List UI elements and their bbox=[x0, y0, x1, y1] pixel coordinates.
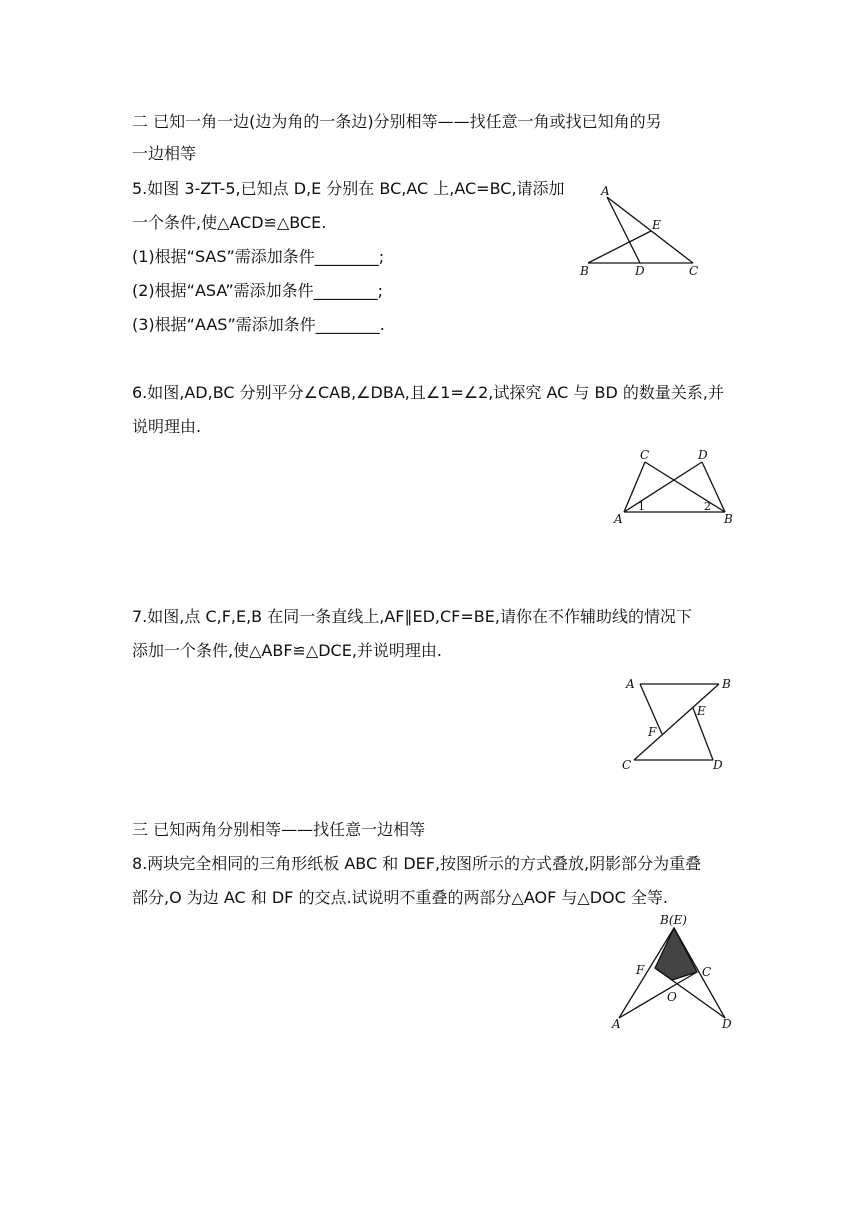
section2-title-line1: 二 已知一角一边(边为角的一条边)分别相等——找任意一角或找已知角的另 bbox=[132, 112, 662, 131]
q8-line2: 部分,O 为边 AC 和 DF 的交点.试说明不重叠的两部分△AOF 与△DOC 全等. bbox=[132, 888, 668, 907]
q8-label-C: C bbox=[702, 965, 712, 979]
q6-seg-AD bbox=[624, 462, 702, 512]
q8-seg-AC bbox=[619, 972, 697, 1018]
q5-label-E: E bbox=[652, 218, 661, 232]
q8-label-D: D bbox=[722, 1017, 732, 1031]
q7-label-C: C bbox=[622, 758, 632, 772]
q7-line1: 7.如图,点 C,F,E,B 在同一条直线上,AF∥ED,CF=BE,请你在不作辅助线的情况下 bbox=[132, 607, 692, 626]
q7-line2: 添加一个条件,使△ABF≌△DCE,并说明理由. bbox=[132, 641, 443, 660]
q5-line1: 5.如图 3-ZT-5,已知点 D,E 分别在 BC,AC 上,AC=BC,请添加 bbox=[132, 179, 565, 198]
q5-sub1: (1)根据“SAS”需添加条件________; bbox=[132, 247, 385, 266]
q7-label-E: E bbox=[697, 704, 706, 718]
section2-title-line2: 一边相等 bbox=[132, 144, 197, 163]
q7-label-A: A bbox=[626, 677, 635, 691]
q6-label-D: D bbox=[698, 448, 708, 462]
q6-line2: 说明理由. bbox=[132, 417, 202, 436]
q7-label-B: B bbox=[722, 677, 731, 691]
q6-angle-label-1: 1 bbox=[638, 500, 645, 513]
q6-figure bbox=[612, 448, 737, 528]
q6-line1: 6.如图,AD,BC 分别平分∠CAB,∠DBA,且∠1=∠2,试探究 AC 与 BD 的数量关系,并 bbox=[132, 383, 724, 402]
q5-label-D: D bbox=[635, 264, 645, 278]
q7-label-D: D bbox=[713, 758, 723, 772]
q8-label-BE: B(E) bbox=[660, 913, 687, 927]
q5-seg-AC bbox=[607, 197, 693, 263]
q6-label-B: B bbox=[724, 512, 733, 526]
q8-label-A: A bbox=[612, 1017, 621, 1031]
section3-title: 三 已知两角分别相等——找任意一边相等 bbox=[132, 820, 426, 839]
q5-label-B: B bbox=[580, 264, 589, 278]
q6-label-A: A bbox=[614, 512, 623, 526]
q6-angle-label-2: 2 bbox=[704, 500, 711, 513]
q5-label-A: A bbox=[601, 184, 610, 198]
q5-figure bbox=[575, 185, 705, 280]
q8-line1: 8.两块完全相同的三角形纸板 ABC 和 DEF,按图所示的方式叠放,阴影部分为重叠 bbox=[132, 854, 702, 873]
q5-sub3: (3)根据“AAS”需添加条件________. bbox=[132, 315, 385, 334]
q7-seg-CB bbox=[634, 684, 719, 760]
q8-label-F: F bbox=[636, 963, 645, 977]
q5-sub2: (2)根据“ASA”需添加条件________; bbox=[132, 281, 384, 300]
q6-label-C: C bbox=[640, 448, 650, 462]
q5-seg-BE bbox=[588, 231, 651, 263]
q8-label-O: O bbox=[667, 990, 677, 1004]
q8-figure bbox=[607, 912, 742, 1037]
q5-seg-AD bbox=[607, 197, 640, 263]
q5-line2: 一个条件,使△ACD≌△BCE. bbox=[132, 213, 327, 232]
q5-label-C: C bbox=[689, 264, 699, 278]
q7-figure bbox=[617, 672, 742, 777]
q7-label-F: F bbox=[648, 725, 657, 739]
